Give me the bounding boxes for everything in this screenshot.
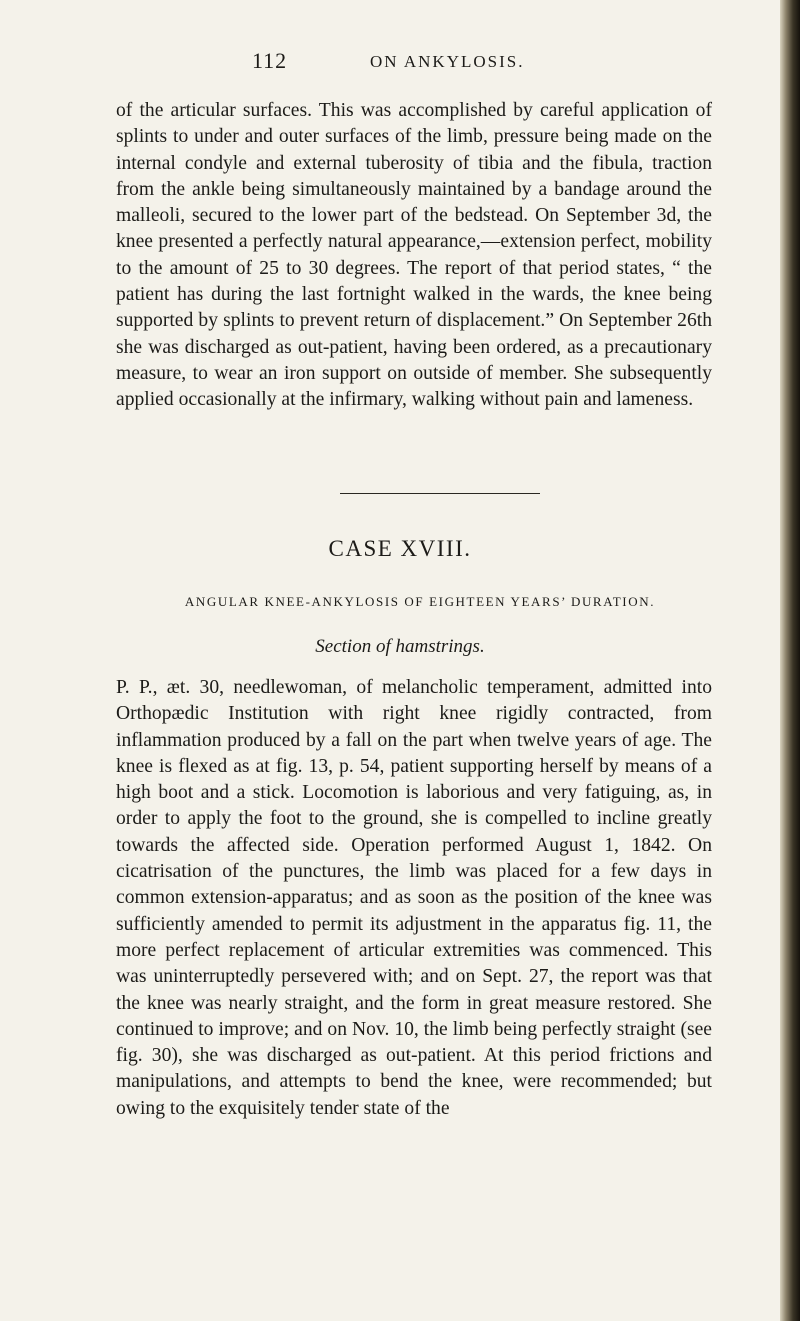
page-number: 112: [252, 48, 288, 73]
page-header: [0, 48, 800, 78]
section-divider: [340, 493, 540, 494]
page-binding-edge: [780, 0, 800, 1321]
continuation-paragraph: of the articular surfaces. This was accomplished by careful application of splints to under and outer surfaces of the limb, pressure being made on the internal condyle and external tuberosity of tibia and the fibula, traction from the ankle being simultaneously maintained by a bandage around the malleoli, secured to the lower part of the bedstead. On September 3d, the knee presented a perfectly natural appearance,—extension perfect, mobility to the amount of 25 to 30 degrees. The report of that period states, “ the patient has during the last fortnight walked in the wards, the knee being supported by splints to prevent return of displacement.” On September 26th she was discharged as out-patient, having been ordered, as a precautionary measure, to wear an iron support on outside of member. She subsequently applied occasionally at the infirmary, walking without pain and lameness.: [116, 100, 712, 411]
running-head: ON ANKYLOSIS.: [370, 52, 525, 71]
case-title: CASE XVIII.: [328, 536, 472, 561]
case-section-heading: Section of hamstrings.: [315, 636, 485, 657]
case-subtitle: ANGULAR KNEE-ANKYLOSIS OF EIGHTEEN YEARS’ DURATION.: [184, 594, 656, 609]
case-body-paragraph: P. P., æt. 30, needlewoman, of melancholic temperament, admitted into Orthopædic Institution with right knee rigidly contracted, from inflammation produced by a fall on the part when twelve years of age. The knee is flexed as at fig. 13, p. 54, patient supporting herself by means of a high boot and a stick. Locomotion is laborious and very fatiguing, as, in order to apply the foot to the ground, she is compelled to incline greatly towards the affected side. Operation performed August 1, 1842. On cicatrisation of the punctures, the limb was placed for a few days in common extension-apparatus; and as soon as the position of the knee was sufficiently amended to permit its adjustment in the apparatus fig. 11, the more perfect replacement of articular extremities was commenced. This was uninterruptedly persevered with; and on Sept. 27, the report was that the knee was nearly straight, and the form in great measure restored. She continued to improve; and on Nov. 10, the limb being perfectly straight (see fig. 30), she was discharged as out-patient. At this period frictions and manipulations, and attempts to bend the knee, were recommended; but owing to the exquisitely tender state of the: [116, 677, 712, 1119]
